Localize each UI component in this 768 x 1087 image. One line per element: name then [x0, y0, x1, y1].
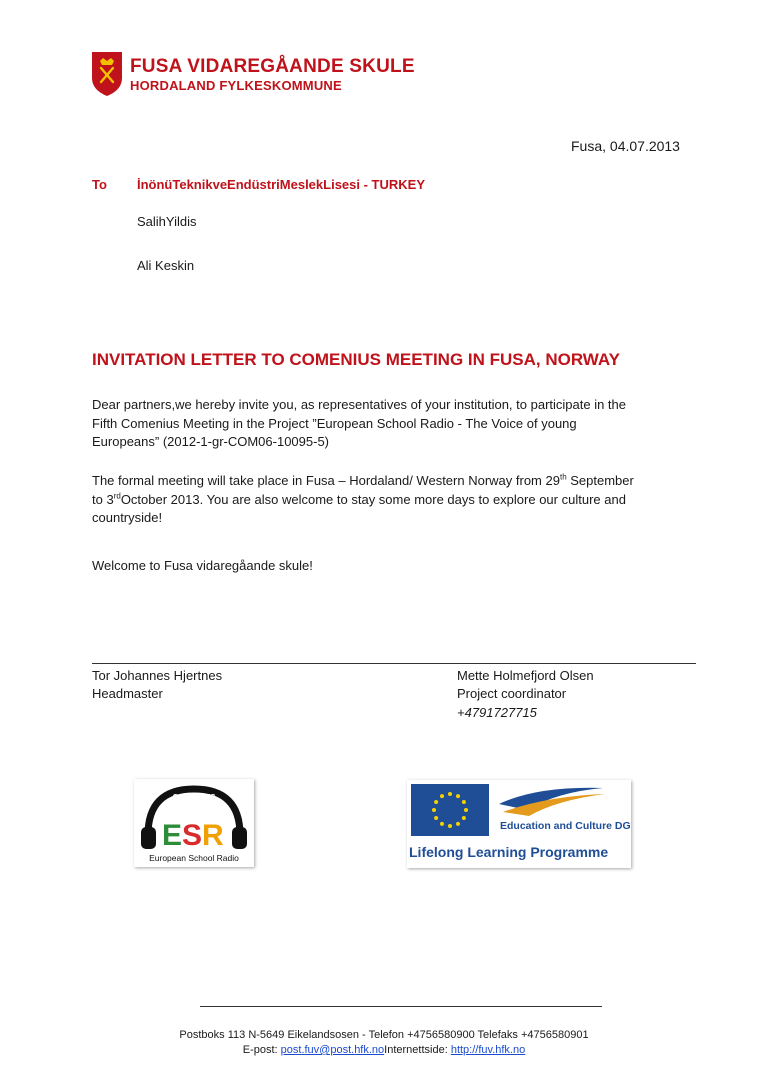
eu-star-icon	[464, 808, 468, 812]
eu-star-icon	[462, 800, 466, 804]
signature-divider	[92, 663, 696, 664]
esr-letter-s: S	[182, 819, 203, 852]
esr-letter-r: R	[202, 819, 224, 852]
website-link[interactable]: http://fuv.hfk.no	[450, 1044, 526, 1056]
coordinator-name: Mette Holmefjord Olsen	[457, 668, 594, 683]
meeting-dates-paragraph: The formal meeting will take place in Fusa – Hordaland/ Western Norway from 29th September to 3rdOctober 2013. You are also welcome to stay some more days to explore our culture and countryside!	[92, 472, 634, 525]
headmaster-name: Tor Johannes Hjertnes	[92, 668, 223, 683]
eu-star-icon	[434, 800, 438, 804]
eu-star-icon	[440, 822, 444, 826]
coordinator-phone: +4791727715	[457, 705, 537, 720]
footer-contact: E-post: post.fuv@post.hfk.noInternettside: http://fuv.hfk.no	[242, 1044, 526, 1056]
esr-top-text: COMENIUS	[172, 793, 216, 802]
to-label: To	[92, 177, 107, 192]
eu-star-icon	[456, 822, 460, 826]
letter-heading: INVITATION LETTER TO COMENIUS MEETING IN FUSA, NORWAY	[92, 350, 620, 369]
county-name: HORDALAND FYLKESKOMMUNE	[130, 78, 342, 93]
eu-star-icon	[448, 792, 452, 796]
recipient-contact: SalihYildis	[137, 214, 197, 229]
eu-star-icon	[432, 808, 436, 812]
county-shield-icon	[92, 52, 122, 96]
recipient-school: İnönüTeknikveEndüstriMeslekLisesi - TURKEY	[137, 177, 425, 192]
email-link[interactable]: post.fuv@post.hfk.no	[280, 1044, 385, 1056]
coordinator-role: Project coordinator	[457, 686, 567, 701]
headmaster-role: Headmaster	[92, 686, 163, 701]
esr-sub-text: European School Radio	[149, 853, 239, 863]
welcome-paragraph: Welcome to Fusa vidaregåande skule!	[92, 558, 313, 573]
eu-star-icon	[448, 824, 452, 828]
eu-llp-text: Lifelong Learning Programme	[409, 844, 609, 860]
eu-star-icon	[462, 816, 466, 820]
letter-date: Fusa, 04.07.2013	[571, 138, 680, 154]
esr-logo	[134, 779, 254, 867]
recipient-contact: Ali Keskin	[137, 258, 195, 273]
eu-dg-text: Education and Culture DG	[500, 820, 631, 832]
headphones-icon	[134, 779, 254, 867]
footer-divider	[200, 1006, 602, 1007]
eu-star-icon	[434, 816, 438, 820]
eu-star-icon	[440, 794, 444, 798]
school-name: FUSA VIDAREGÅANDE SKULE	[130, 56, 415, 77]
invitation-paragraph: Dear partners,we hereby invite you, as representatives of your institution, to participate in the Fifth Comenius Meeting in the Project ”European School Radio - The Voice of young Europeans” (2012-1-gr-COM06-10095-5)	[92, 397, 627, 449]
footer-address: Postboks 113 N-5649 Eikelandsosen - Telefon +4756580900 Telefaks +4756580901	[179, 1029, 589, 1041]
eu-lifelong-learning-logo	[407, 780, 631, 868]
esr-letter-e: E	[162, 819, 183, 852]
eu-star-icon	[456, 794, 460, 798]
